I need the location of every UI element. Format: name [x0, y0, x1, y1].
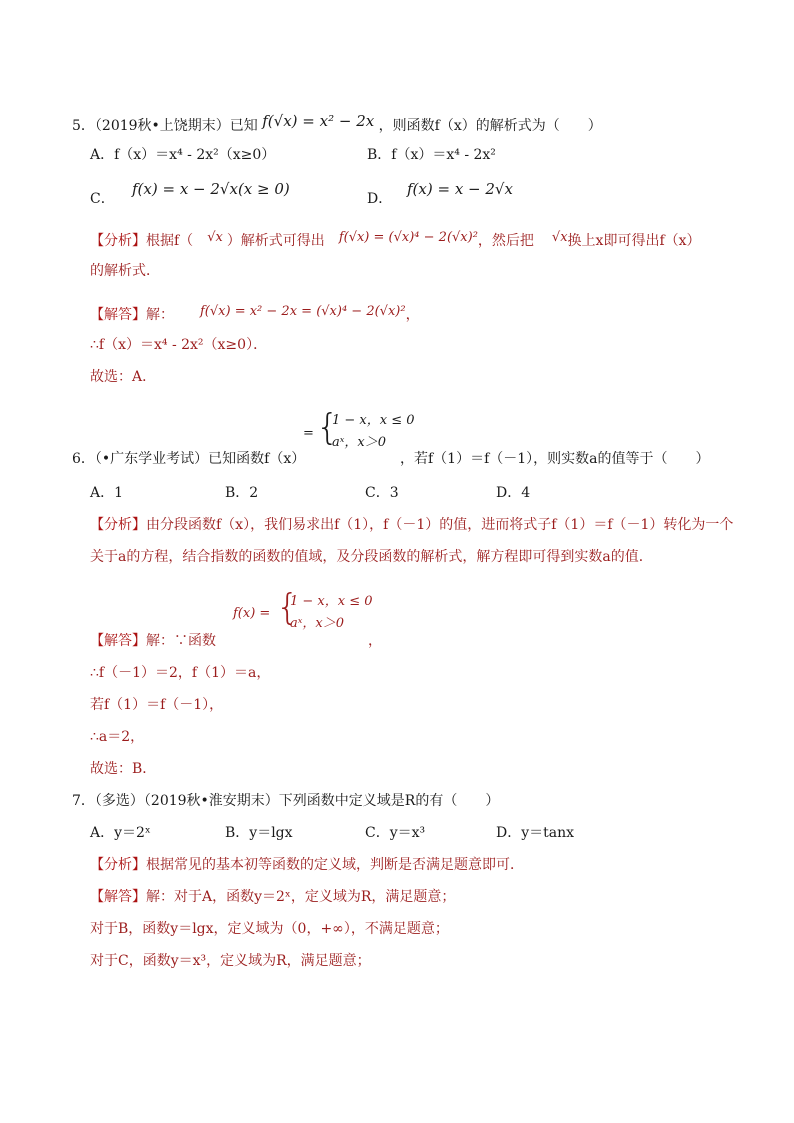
q5-option-a[interactable]: A．f（x）＝x⁴ - 2x²（x≥0）: [90, 147, 276, 163]
q5-option-c-label[interactable]: C．: [90, 191, 115, 207]
q7-option-d[interactable]: D．y＝tanx: [496, 825, 575, 841]
q6-analysis-text1: 由分段函数f（x），我们易求出f（1），f（－1）的值，进而将式子f（1）＝f（－1）转化为一个: [146, 517, 734, 533]
q5-analysis-text4: 换上x即可得出f（x）: [567, 233, 701, 249]
q5-analysis-sqrt2: √x: [551, 230, 568, 245]
q5-stem-post: ，则函数f（x）的解析式为（ ）: [378, 118, 602, 134]
q5-answer-eq-end: ，: [405, 307, 420, 323]
q5-analysis-equation: f(√x) = (√x)⁴ − 2(√x)²: [338, 230, 478, 245]
q7-answer-tag: 【解答】: [90, 889, 146, 905]
q6-answer-comma: ，: [368, 633, 382, 649]
q6-answer-line2: ∴f（－1）＝2，f（1）＝a，: [90, 665, 271, 681]
q5-answer-tag: 【解答】: [90, 307, 146, 323]
q6-piece-1: 1 − x，x ≤ 0: [332, 413, 415, 428]
q7-analysis-tag: 【分析】: [90, 857, 146, 873]
q6-piece-2: aˣ，x＞0: [332, 435, 386, 450]
q6-answer-line5: 故选：B．: [90, 761, 157, 777]
q6-option-c[interactable]: C．3: [365, 485, 399, 501]
q7-answer-line2: 对于B，函数y＝lgx，定义域为（0，+∞），不满足题意；: [90, 921, 449, 937]
q6-answer-line3: 若f（1）＝f（－1），: [90, 697, 224, 713]
q7-answer-text1: 解：对于A，函数y＝2ˣ，定义域为R，满足题意；: [146, 889, 456, 905]
q6-answer-line4: ∴a＝2，: [90, 729, 145, 745]
q5-answer-line2: ∴f（x）＝x⁴ - 2x²（x≥0）．: [90, 337, 268, 353]
q5-analysis-text3: ，然后把: [477, 233, 534, 249]
q7-option-c[interactable]: C．y＝x³: [365, 825, 426, 841]
q5-given-equation: f(√x) = x² − 2x: [262, 112, 375, 130]
q5-analysis-text1: 根据f（: [146, 233, 194, 249]
q6-option-b[interactable]: B．2: [225, 485, 259, 501]
q7-answer-line1: [90, 888, 455, 906]
q5-stem-pre: 5．（2019秋•上饶期末）已知: [72, 118, 258, 134]
q5-option-d-label[interactable]: D．: [367, 191, 393, 207]
q6-answer-line1: [90, 632, 216, 650]
q6-stem-post: ，若f（1）＝f（－1），则实数a的值等于（ ）: [400, 451, 710, 467]
q5-analysis-line2: 的解析式．: [90, 263, 160, 279]
q5-answer-line1: [90, 306, 420, 325]
q5-answer-lead: 解：: [146, 307, 174, 323]
q6-eq-prefix: =: [303, 426, 314, 441]
q6-answer-piece-2: aˣ，x＞0: [290, 616, 344, 631]
q5-analysis-sqrt: √x: [207, 230, 223, 245]
q6-analysis-line1: [90, 516, 733, 534]
q5-stem-line: [72, 112, 602, 135]
q5-analysis-text2: ）解析式可得出: [226, 233, 325, 249]
q5-option-b[interactable]: B．f（x）＝x⁴ - 2x²: [367, 147, 496, 163]
q5-answer-equation: f(√x) = x² − 2x = (√x)⁴ − 2(√x)²: [200, 304, 406, 319]
q6-option-a[interactable]: A．1: [90, 485, 124, 501]
q6-stem-pre: 6．（•广东学业考试）已知函数f（x）: [72, 451, 306, 467]
q6-answer-piece-1: 1 − x，x ≤ 0: [290, 594, 373, 609]
q7-analysis-text1: 根据常见的基本初等函数的定义域，判断是否满足题意即可．: [146, 857, 524, 873]
q6-answer-brace: {: [276, 587, 299, 628]
q5-analysis-tag: 【分析】: [90, 233, 146, 249]
q6-answer-tag: 【解答】: [90, 633, 146, 649]
q7-stem: 7．（多选）（2019秋•淮安期末）下列函数中定义域是R的有（ ）: [72, 793, 500, 809]
q6-brace: {: [316, 407, 339, 448]
q7-analysis-line1: [90, 856, 524, 874]
q6-analysis-tag: 【分析】: [90, 517, 146, 533]
q5-answer-line3: 故选：A．: [90, 369, 157, 385]
q5-option-d-equation: f(x) = x − 2√x: [407, 180, 513, 198]
q6-analysis-line2: 关于a的方程，结合指数的函数的值域，及分段函数的解析式，解方程即可得到实数a的值．: [90, 549, 653, 565]
q7-option-a[interactable]: A．y＝2ˣ: [90, 825, 151, 841]
q7-option-b[interactable]: B．y＝lgx: [225, 825, 293, 841]
q6-option-d[interactable]: D．4: [496, 485, 531, 501]
q5-analysis-line1: [90, 232, 701, 251]
q6-answer-lead: 解：∵函数: [146, 633, 216, 649]
q6-answer-fx: f(x) =: [233, 606, 271, 621]
q7-answer-line3: 对于C，函数y＝x³，定义域为R，满足题意；: [90, 953, 371, 969]
q5-option-c-equation: f(x) = x − 2√x(x ≥ 0): [132, 180, 290, 198]
